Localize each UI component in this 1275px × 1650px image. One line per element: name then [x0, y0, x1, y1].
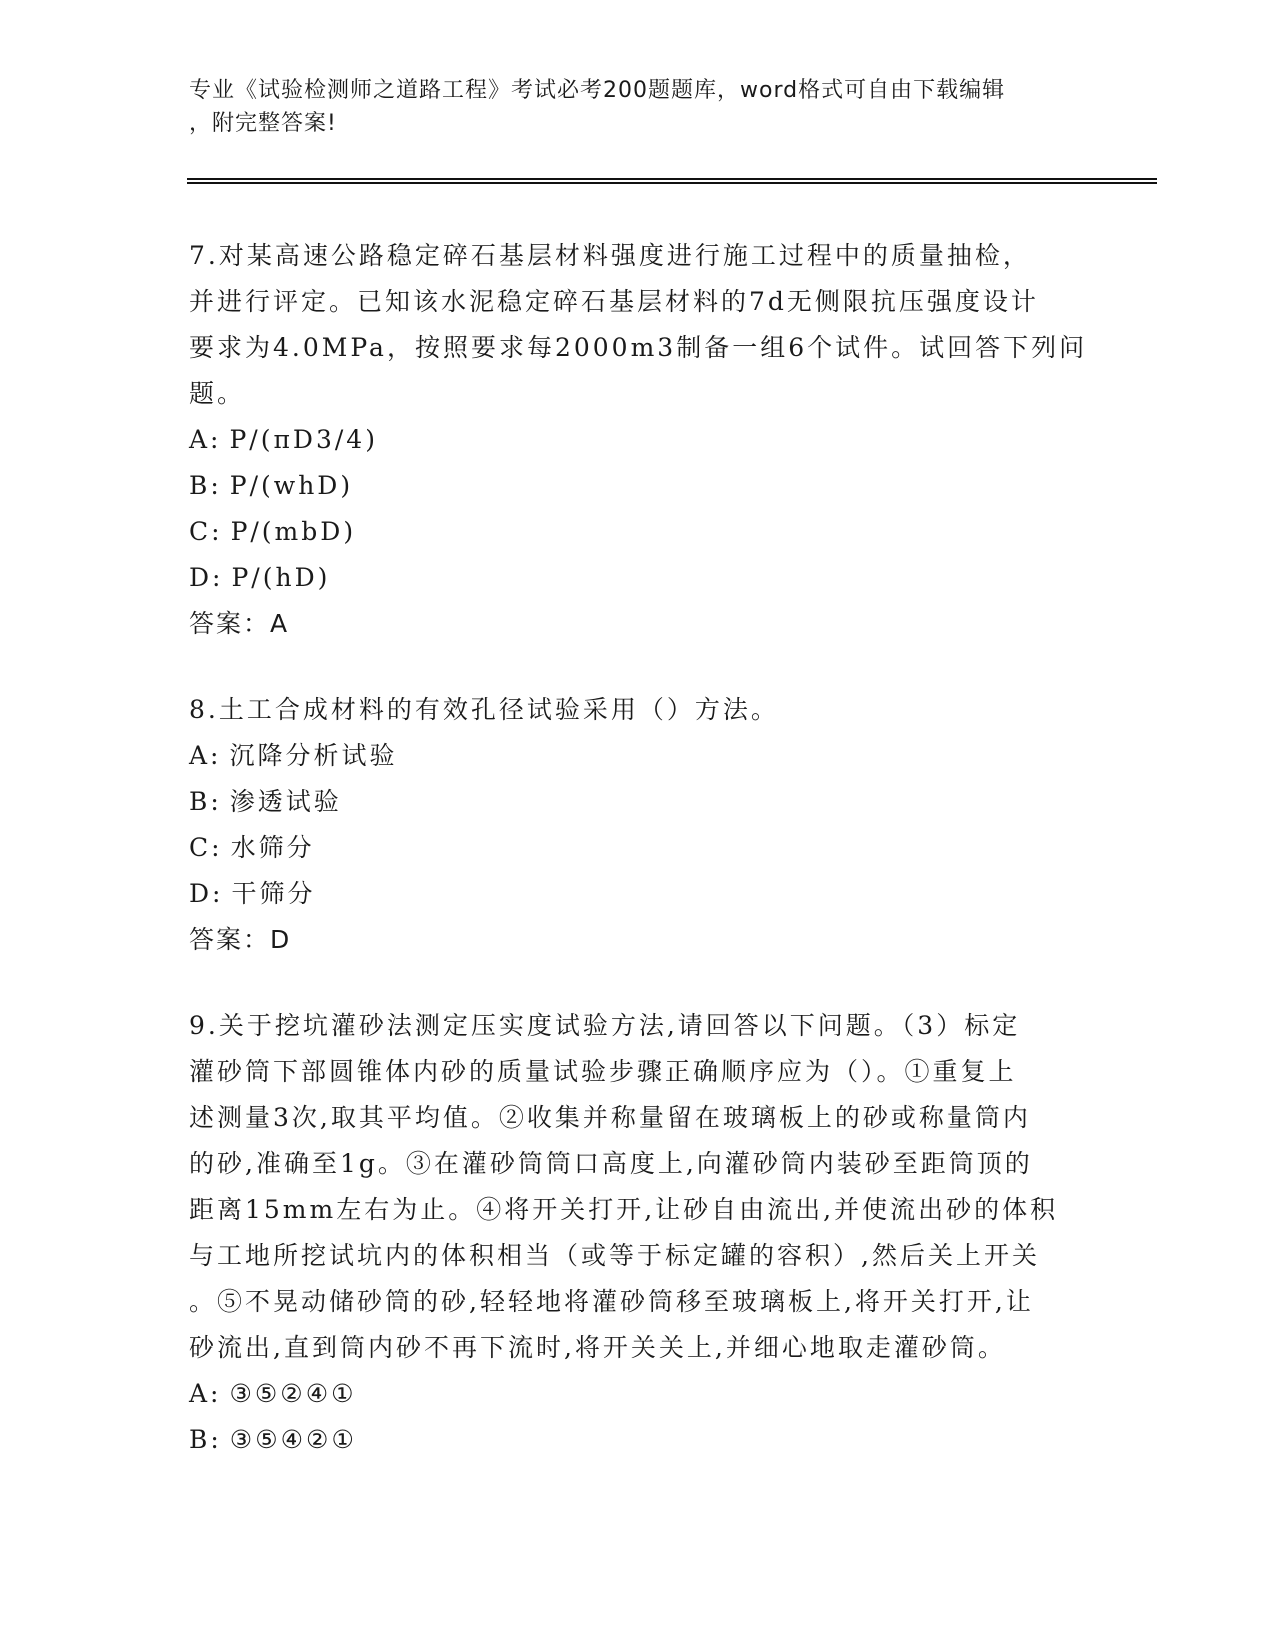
option-text: ③⑤②④① — [229, 1379, 357, 1408]
stem-line: 砂流出,直到筒内砂不再下流时,将开关关上,并细心地取走灌砂筒。 — [189, 1333, 1006, 1362]
option-text: 干筛分 — [231, 879, 316, 908]
option-b — [189, 463, 1089, 509]
stem-line: 灌砂筒下部圆锥体内砂的质量试验步骤正确顺序应为（）。①重复上 — [189, 1057, 1017, 1086]
header-line-1: 专业《试验检测师之道路工程》考试必考200题题库，word格式可自由下载编辑 — [189, 78, 1006, 103]
option-key: A: — [189, 1379, 222, 1408]
option-d — [189, 555, 1089, 601]
stem-line: 7.对某高速公路稳定碎石基层材料强度进行施工过程中的质量抽检， — [189, 241, 1031, 270]
stem-line: 。⑤不晃动储砂筒的砂,轻轻地将灌砂筒移至玻璃板上,将开关打开,让 — [189, 1287, 1034, 1316]
option-a — [189, 1371, 1089, 1417]
stem-line: 8.土工合成材料的有效孔径试验采用（）方法。 — [189, 695, 779, 724]
header-divider — [187, 178, 1157, 184]
option-a — [189, 417, 1089, 463]
option-d — [189, 871, 1089, 917]
option-text: 沉降分析试验 — [229, 741, 398, 770]
stem-line: 9.关于挖坑灌砂法测定压实度试验方法,请回答以下问题。（3）标定 — [189, 1011, 1021, 1040]
option-key: B: — [189, 1425, 222, 1454]
option-key: D: — [189, 879, 224, 908]
option-key: B: — [189, 471, 222, 500]
answer-line: 答案：D — [189, 925, 292, 954]
stem-line: 的砂,准确至1g。③在灌砂筒筒口高度上,向灌砂筒内装砂至距筒顶的 — [189, 1149, 1033, 1178]
option-text: P/(πD3/4) — [229, 425, 378, 454]
option-text: 渗透试验 — [229, 787, 342, 816]
option-text: P/(whD) — [229, 471, 354, 500]
option-text: P/(mbD) — [230, 517, 357, 546]
option-text: 水筛分 — [230, 833, 315, 862]
question-stem — [189, 687, 1089, 733]
option-key: A: — [189, 741, 222, 770]
option-key: D: — [189, 563, 224, 592]
option-key: B: — [189, 787, 222, 816]
question-8 — [189, 687, 1089, 963]
option-c — [189, 825, 1089, 871]
option-c — [189, 509, 1089, 555]
option-b — [189, 1417, 1089, 1463]
option-key: C: — [189, 517, 223, 546]
question-stem — [189, 233, 1089, 417]
stem-line: 与工地所挖试坑内的体积相当（或等于标定罐的容积）,然后关上开关 — [189, 1241, 1040, 1270]
page-header — [189, 74, 1089, 140]
header-line-2: ，附完整答案! — [189, 111, 337, 136]
stem-line: 要求为4.0MPa，按照要求每2000m3制备一组6个试件。试回答下列问 — [189, 333, 1088, 362]
option-key: A: — [189, 425, 222, 454]
option-key: C: — [189, 833, 223, 862]
stem-line: 并进行评定。已知该水泥稳定碎石基层材料的7d无侧限抗压强度设计 — [189, 287, 1039, 316]
stem-line: 述测量3次,取其平均值。②收集并称量留在玻璃板上的砂或称量筒内 — [189, 1103, 1031, 1132]
question-7 — [189, 233, 1089, 647]
stem-line: 距离15mm左右为止。④将开关打开,让砂自由流出,并使流出砂的体积 — [189, 1195, 1059, 1224]
question-stem — [189, 1003, 1089, 1371]
question-9 — [189, 1003, 1089, 1463]
option-text: ③⑤④②① — [229, 1425, 357, 1454]
answer-line: 答案：A — [189, 609, 290, 638]
option-b — [189, 779, 1089, 825]
stem-line: 题。 — [189, 379, 246, 408]
option-text: P/(hD) — [231, 563, 331, 592]
option-a — [189, 733, 1089, 779]
question-list — [189, 233, 1089, 1503]
